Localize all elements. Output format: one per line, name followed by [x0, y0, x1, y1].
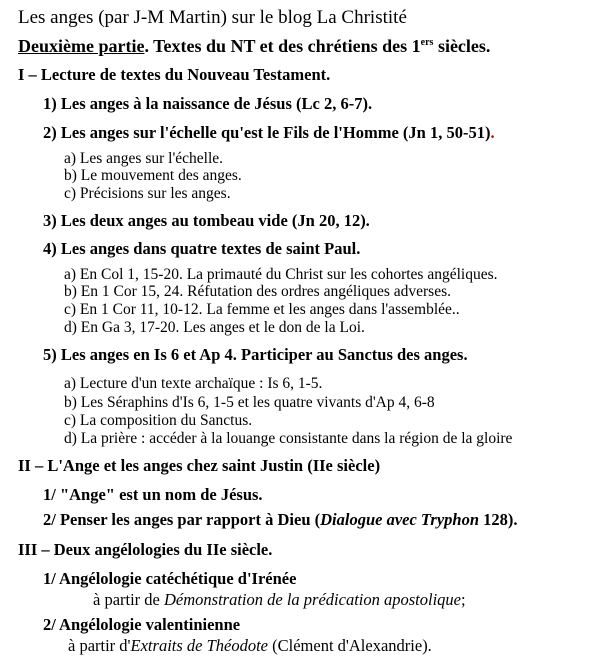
red-dot: .	[490, 123, 495, 142]
section-1-item-1: 1) Les anges à la naissance de Jésus (Lc 2, 6-7).	[43, 94, 373, 113]
book-title: Extraits de Théodote	[130, 636, 269, 655]
subtitle-text-end: siècles.	[433, 36, 491, 56]
list-item: d) La prière : accéder à la louange consistante dans la région de la gloire	[64, 430, 513, 447]
section-3-item-1: 1/ Angélologie catéchétique d'Irénée	[43, 569, 297, 588]
section-3-item-2: 2/ Angélologie valentinienne	[43, 615, 241, 634]
list-item: b) Le mouvement des anges.	[64, 167, 242, 184]
book-title: Dialogue avec Tryphon	[320, 510, 479, 529]
document-subtitle	[18, 37, 490, 55]
section-1-item-3: 3) Les deux anges au tombeau vide (Jn 20, 12).	[43, 211, 370, 230]
section-2-item-1: 1/ "Ange" est un nom de Jésus.	[43, 485, 263, 504]
section-1-item-2: 2) Les anges sur l'échelle qu'est le Fils de l'Homme (Jn 1, 50-51).	[43, 123, 495, 142]
list-item: b) En 1 Cor 15, 24. Réfutation des ordres angéliques adverses.	[64, 283, 451, 300]
list-item: d) En Ga 3, 17-20. Les anges et le don de la Loi.	[64, 319, 365, 336]
list-item: a) Les anges sur l'échelle.	[64, 150, 224, 167]
list-item: a) En Col 1, 15-20. La primauté du Christ sur les cohortes angéliques.	[64, 266, 498, 283]
subtitle-superscript: ers	[420, 37, 434, 48]
section-2-heading: II – L'Ange et les anges chez saint Justin (IIe siècle)	[18, 456, 381, 475]
part-label: Deuxième partie	[18, 36, 145, 56]
section-2-item-2: 2/ Penser les anges par rapport à Dieu (Dialogue avec Tryphon 128).	[43, 510, 518, 529]
section-3-item-1-detail: à partir de Démonstration de la prédication apostolique;	[93, 590, 466, 609]
section-1-item-4: 4) Les anges dans quatre textes de saint Paul.	[43, 239, 361, 258]
list-item: c) La composition du Sanctus.	[64, 412, 253, 429]
book-title: Démonstration de la prédication apostolique	[164, 590, 461, 609]
section-3-item-2-detail: à partir d'Extraits de Théodote (Clément d'Alexandrie).	[68, 636, 432, 655]
list-item: a) Lecture d'un texte archaïque : Is 6, 1-5.	[64, 375, 323, 392]
section-1-heading: I – Lecture de textes du Nouveau Testament.	[18, 65, 331, 84]
section-3-heading: III – Deux angélologies du IIe siècle.	[18, 540, 273, 559]
document-title: Les anges (par J-M Martin) sur le blog La Christité	[18, 7, 407, 28]
list-item: c) En 1 Cor 11, 10-12. La femme et les anges dans l'assemblée..	[64, 301, 460, 318]
list-item: c) Précisions sur les anges.	[64, 185, 231, 202]
subtitle-text: . Textes du NT et des chrétiens des 1	[144, 36, 421, 56]
list-item: b) Les Séraphins d'Is 6, 1-5 et les quatre vivants d'Ap 4, 6-8	[64, 394, 435, 411]
section-1-item-5: 5) Les anges en Is 6 et Ap 4. Participer au Sanctus des anges.	[43, 345, 468, 364]
